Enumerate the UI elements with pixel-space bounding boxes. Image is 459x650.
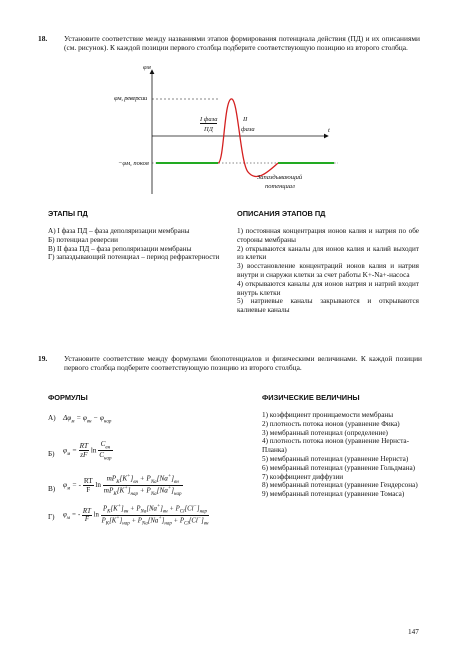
description-3: 3) восстановление концентраций ионов калия и натрия внутри и снаружи клетки за счет работы K+-Na+-насоса: [237, 262, 419, 279]
formula-label-b: Б): [48, 450, 55, 458]
quantity-4: 4) плотность потока ионов (уравнение Нернста-Планка): [262, 437, 410, 455]
phase1-line2: ПД: [204, 126, 213, 133]
question-19-number: 19.: [38, 354, 48, 363]
quantity-5: 5) мембранный потенциал (уравнение Нернста): [262, 454, 409, 463]
formula-b: $\varphi_м$ = $\frac{RT}{zF}$ ln $\frac{C_{вн}}{C_{нар}}$: [63, 440, 112, 462]
action-potential-graph: [100, 62, 340, 202]
phase2-line1: II: [243, 116, 248, 123]
stages-header: ЭТАПЫ ПД: [48, 209, 88, 218]
formula-label-a: А): [48, 414, 56, 422]
description-1: 1) постоянная концентрация ионов калия и натрия по обе стороны мембраны: [237, 227, 419, 244]
stage-b: Б) потенциал реверсии: [48, 235, 118, 244]
quantity-3: 3) мембранный потенциал (определение): [262, 428, 388, 437]
quantity-8: 8) мембранный потенциал (уравнение Гендерсона): [262, 481, 418, 490]
formulas-header: ФОРМУЛЫ: [48, 393, 88, 402]
physical-quantities-list: [262, 411, 422, 499]
reversal-label: φм, реверсии: [114, 95, 148, 102]
quantity-2: 2) плотность потока ионов (уравнение Фика): [262, 419, 400, 428]
page-number: 147: [408, 628, 419, 636]
rest-label: −φм, покоя: [118, 160, 149, 167]
quantity-9: 9) мембранный потенциал (уравнение Томаса): [262, 490, 405, 499]
quantity-1: 1) коэффициент проницаемости мембраны: [262, 411, 394, 419]
description-2: 2) открываются каналы для ионов калия и калий выходит из клетки: [237, 244, 419, 262]
formula-a: $\Delta\varphi_м = \varphi_{вн} - \varphi_{нар}$: [63, 414, 112, 425]
quantity-6: 6) мембранный потенциал (уравнение Гольдмана): [262, 463, 416, 472]
stage-v: В) II фаза ПД – фаза реполяризации мембраны: [48, 244, 192, 253]
quantity-7: 7) коэффициент диффузии: [262, 472, 344, 481]
t-axis-label: t: [328, 127, 330, 134]
stage-g: Г) запаздывающий потенциал – период рефрактерности: [48, 253, 220, 262]
question-18-text: Установите соответствие между названиями этапов формирования потенциала действия (ПД) и их описаниями (см. рисунок). К каждой позиции первого столбца подберите соответствующую позицию из второго столбца.: [64, 34, 420, 52]
formula-label-v: В): [48, 485, 56, 493]
descriptions-list: [237, 227, 419, 315]
question-19-text: Установите соответствие между формулами биопотенциалов и физическими величинами. К каждой позиции первого столбца подберите соответствующую позицию из второго столбца.: [64, 354, 422, 372]
description-5: 5) натриевые каналы закрываются и открываются калиевые каналы: [237, 297, 419, 315]
stages-list: [48, 227, 226, 262]
question-18-number: 18.: [38, 34, 48, 43]
stage-a: А) I фаза ПД – фаза деполяризации мембраны: [48, 227, 190, 235]
trace-label-line2: потенциал: [265, 183, 295, 190]
description-4: 4) открываются каналы для ионов натрия и натрий входит внутрь клетки: [237, 279, 419, 297]
action-potential-curve: [218, 99, 278, 177]
formula-label-g: Г): [48, 513, 55, 521]
formula-v: $\varphi_м$ = - $\frac{RT}{F}$ ln $\frac{mP_K[K^+]_{вн} + P_{Na}[Na^+]_{вн}}{mP_K[K^+]_{нар} + P_{Na}[Na^+]_{нар}}$: [63, 474, 182, 497]
descriptions-header: ОПИСАНИЯ ЭТАПОВ ПД: [237, 209, 326, 218]
y-axis-label: φм: [143, 64, 151, 71]
physical-quantities-header: ФИЗИЧЕСКИЕ ВЕЛИЧИНЫ: [262, 393, 360, 402]
phase2-line2: фаза: [241, 126, 255, 133]
formula-g: $\varphi_м$ = - $\frac{RT}{F}$ ln $\frac{P_K[K^+]_{вн} + P_{Na}[Na^+]_{вн} + P_{Cl}[Cl^-]_{нар}}{P_K[K^+]_{нар} + P_{Na}[Na^+]_{нар} + P_{Cl}[Cl^-]_{вн}}$: [63, 504, 209, 527]
trace-label-line1: Запаздывающий: [257, 174, 303, 181]
phase1-line1: I фаза: [200, 116, 218, 123]
